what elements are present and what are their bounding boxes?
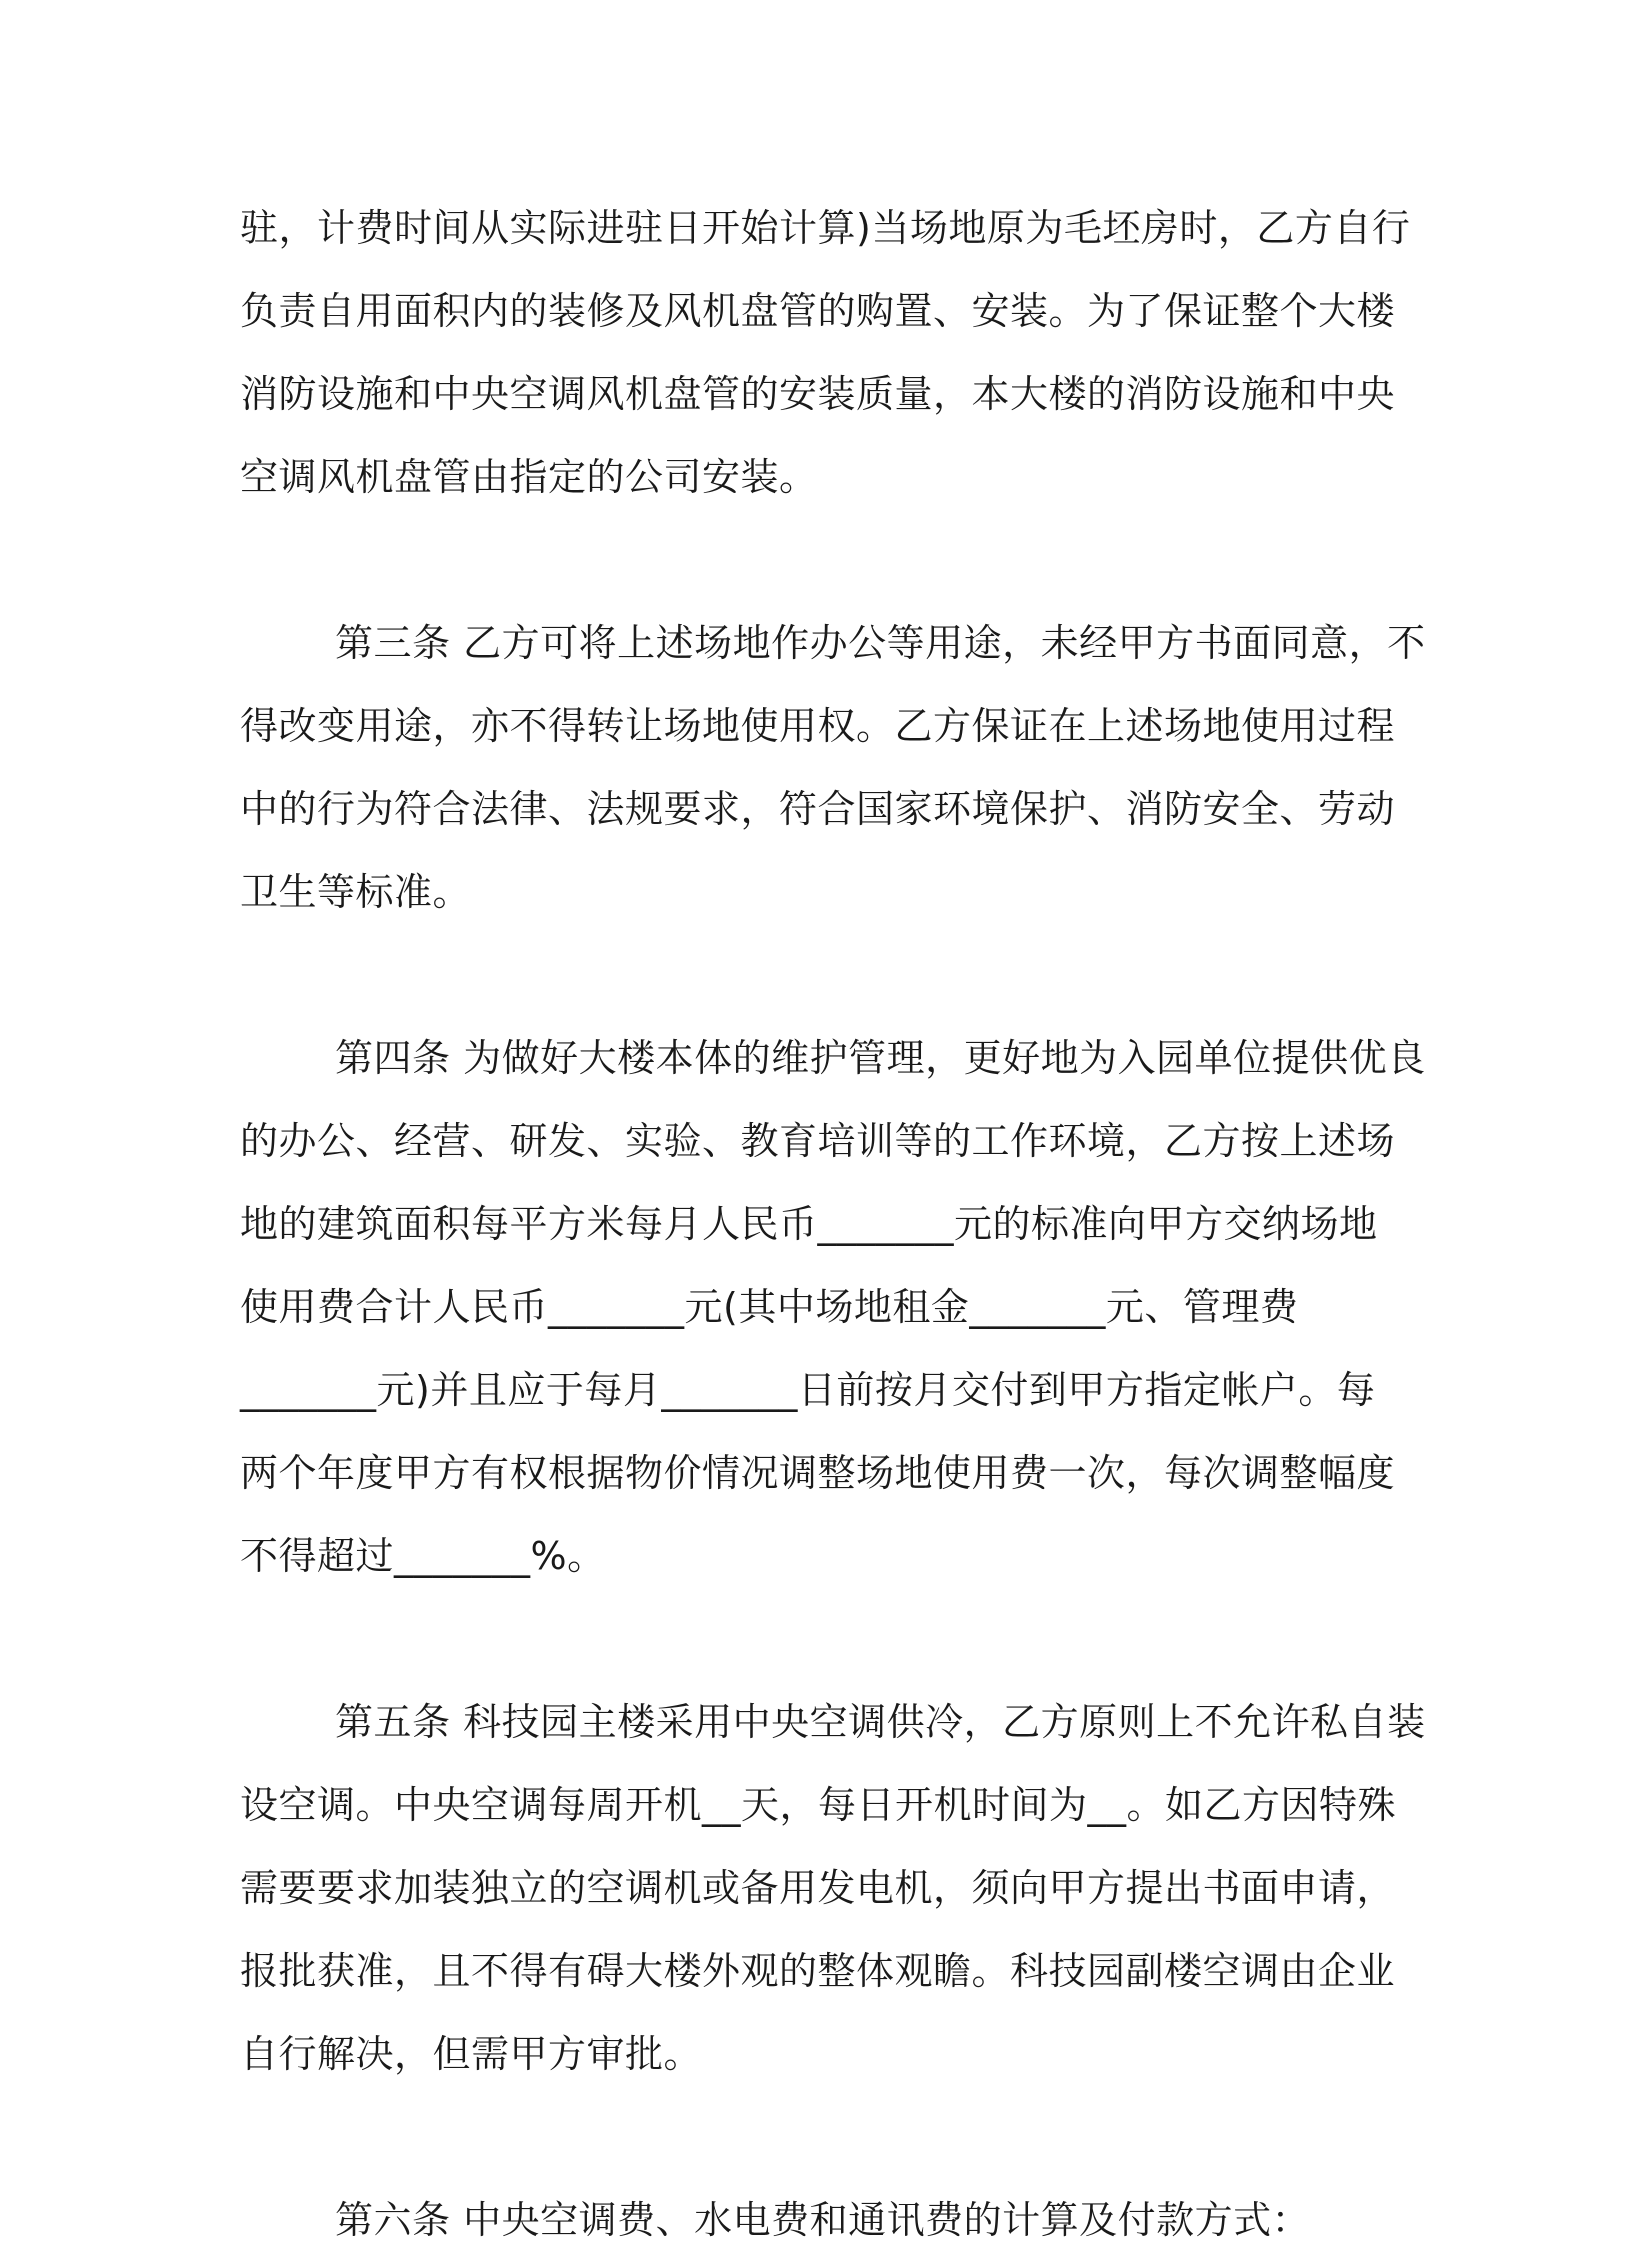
text-line: 得改变用途，亦不得转让场地使用权。乙方保证在上述场地使用过程 <box>240 704 1396 748</box>
text-line: 卫生等标准。 <box>240 870 472 914</box>
text-line: 中的行为符合法律、法规要求，符合国家环境保护、消防安全、劳动 <box>240 787 1396 831</box>
article-4 <box>240 1017 1426 1598</box>
text-line: 负责自用面积内的装修及风机盘管的购置、安装。为了保证整个大楼 <box>240 289 1396 333</box>
text-line: 两个年度甲方有权根据物价情况调整场地使用费一次，每次调整幅度 <box>240 1451 1396 1495</box>
text-line: _______元)并且应于每月_______日前按月交付到甲方指定帐户。每 <box>240 1368 1376 1412</box>
text-line: 的办公、经营、研发、实验、教育培训等的工作环境，乙方按上述场 <box>240 1119 1396 1163</box>
text-line: 自行解决，但需甲方审批。 <box>240 2032 703 2076</box>
article-5 <box>240 1681 1426 2096</box>
text-line: 第四条 为做好大楼本体的维护管理，更好地为入园单位提供优良 <box>335 1036 1426 1080</box>
article-6 <box>240 2179 1390 2262</box>
text-line: 需要要求加装独立的空调机或备用发电机，须向甲方提出书面申请， <box>240 1866 1396 1910</box>
text-line: 地的建筑面积每平方米每月人民币_______元的标准向甲方交纳场地 <box>240 1202 1378 1246</box>
article-3 <box>240 602 1426 934</box>
text-line: 设空调。中央空调每周开机__天，每日开机时间为__。如乙方因特殊 <box>240 1783 1397 1827</box>
text-line: 第六条 中央空调费、水电费和通讯费的计算及付款方式： <box>335 2198 1311 2242</box>
text-line: 消防设施和中央空调风机盘管的安装质量，本大楼的消防设施和中央 <box>240 372 1396 416</box>
text-line: 第三条 乙方可将上述场地作办公等用途，未经甲方书面同意，不 <box>335 621 1426 665</box>
text-line: 驻，计费时间从实际进驻日开始计算)当场地原为毛坯房时，乙方自行 <box>240 206 1411 250</box>
document-body <box>240 187 1426 2262</box>
text-line: 使用费合计人民币_______元(其中场地租金_______元、管理费 <box>240 1285 1299 1329</box>
text-line: 不得超过_______%。 <box>240 1534 606 1578</box>
text-line: 空调风机盘管由指定的公司安装。 <box>240 455 818 499</box>
text-line: 报批获准，且不得有碍大楼外观的整体观瞻。科技园副楼空调由企业 <box>240 1949 1396 1993</box>
paragraph-continuation <box>240 187 1411 519</box>
text-line: 第五条 科技园主楼采用中央空调供冷，乙方原则上不允许私自装 <box>335 1700 1426 1744</box>
